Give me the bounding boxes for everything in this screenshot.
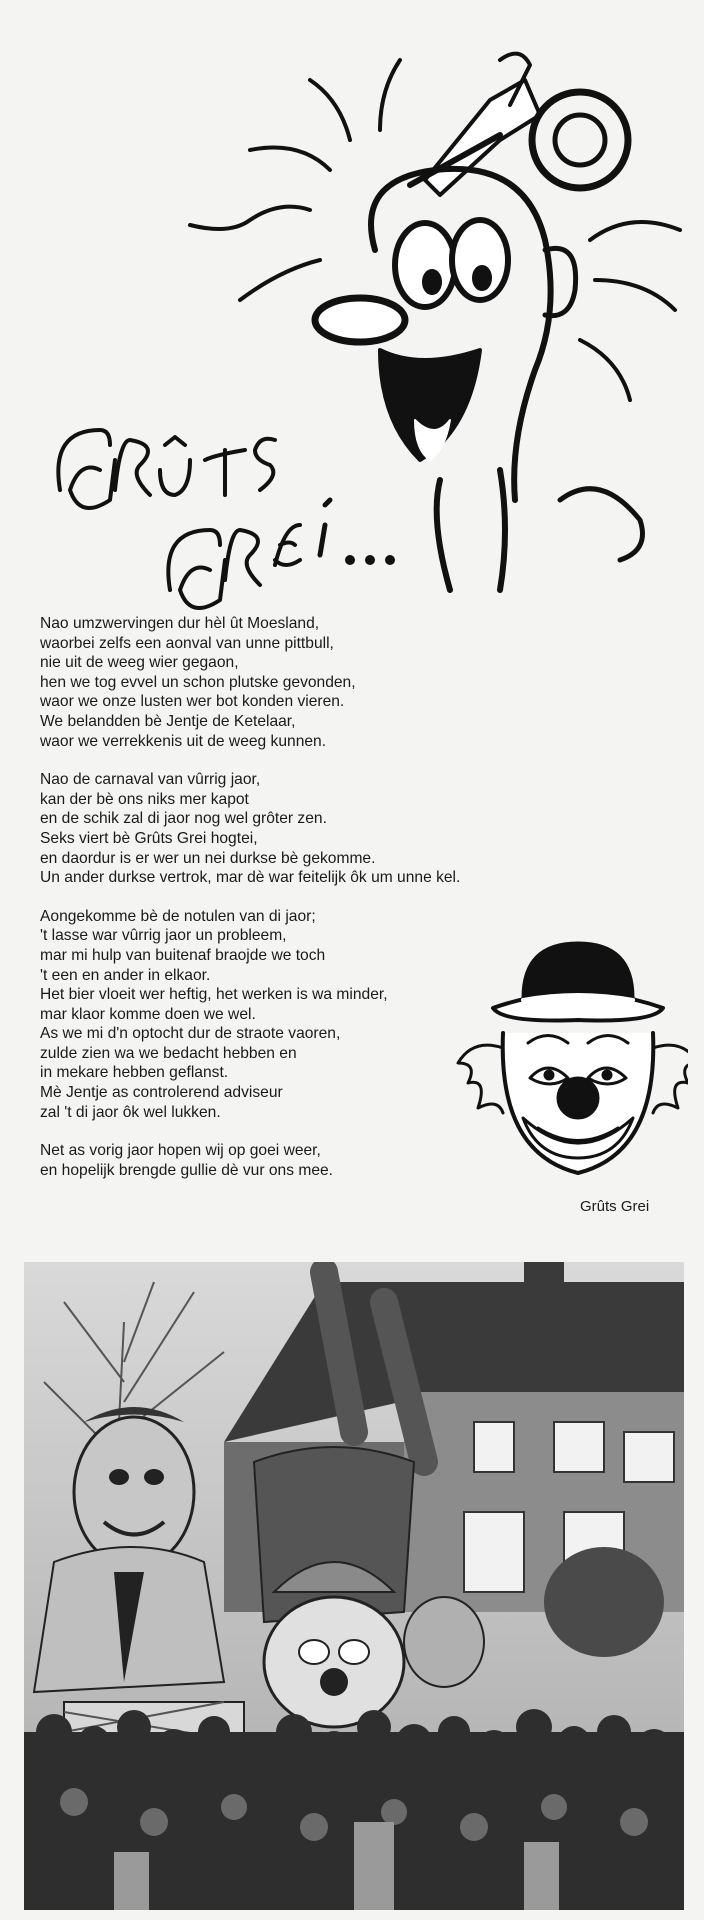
key-icon [410,54,628,195]
poem-line: 't een en ander in elkaor. [40,966,211,984]
clown-face-with-bowler-hat-icon [448,938,688,1190]
poem-line: mar klaor komme doen we wel. [40,1005,256,1023]
poem-line: waor we onze lusten wer bot konden vieren. [40,693,345,711]
poem-line: Het bier vloeit wer heftig, het werken is wa minder, [40,986,388,1004]
poem-line: in mekare hebben geflanst. [40,1064,229,1082]
poem-line: nie uit de weeg wier gegaon, [40,654,239,672]
clown-caption: Grûts Grei [580,1198,650,1215]
poem-line: zulde zien wa we bedacht hebben en [40,1044,297,1062]
poem-line: Mè Jentje as controlerend adviseur [40,1084,283,1102]
shocked-cartoon-head-with-key-icon [20,20,690,610]
poem-line: Nao umzwervingen dur hèl ût Moesland, [40,615,320,632]
poem-line: Nao de carnaval van vûrrig jaor, [40,771,261,789]
poem-line: Aongekomme bè de notulen van di jaor; [40,907,316,925]
poem-line: en de schik zal di jaor nog wel grôter zen. [40,810,327,828]
poem-line: waorbei zelfs een aonval van unne pittbull, [40,634,334,652]
poem-line: kan der bè ons niks mer kapot [40,790,249,808]
poem-line: Un ander durkse vertrok, mar dè war feitelijk ôk um unne kel. [40,869,461,887]
stanza-2 [40,770,660,888]
carnival-parade-float-photo-icon [24,1262,684,1910]
poem-line: As we mi d'n optocht dur de straote vaoren, [40,1025,341,1043]
poem-line: waor we verrekkenis uit de weeg kunnen. [40,732,327,750]
poem-line: en daordur is er wer un nei durkse bè gekomme. [40,849,376,867]
poem-line: We belandden bè Jentje de Ketelaar, [40,712,296,730]
poem-line: mar mi hulp van buitenaf braojde we toch [40,946,326,964]
carnival-photo [24,1262,684,1910]
poem-line: hen we tog evvel un schon plutske gevonden, [40,673,356,691]
cartoon-illustration [20,20,690,610]
poem-line: Seks viert bè Grûts Grei hogtei, [40,829,258,847]
stanza-1 [40,614,660,751]
poem-line: 't lasse war vûrrig jaor un probleem, [40,927,287,945]
poem-line: zal 't di jaor ôk wel lukken. [40,1103,221,1121]
clown-illustration [448,938,688,1190]
poem-line: en hopelijk brengde gullie dè vur ons mee. [40,1161,334,1179]
poem-line: Net as vorig jaor hopen wij op goei weer, [40,1142,321,1160]
